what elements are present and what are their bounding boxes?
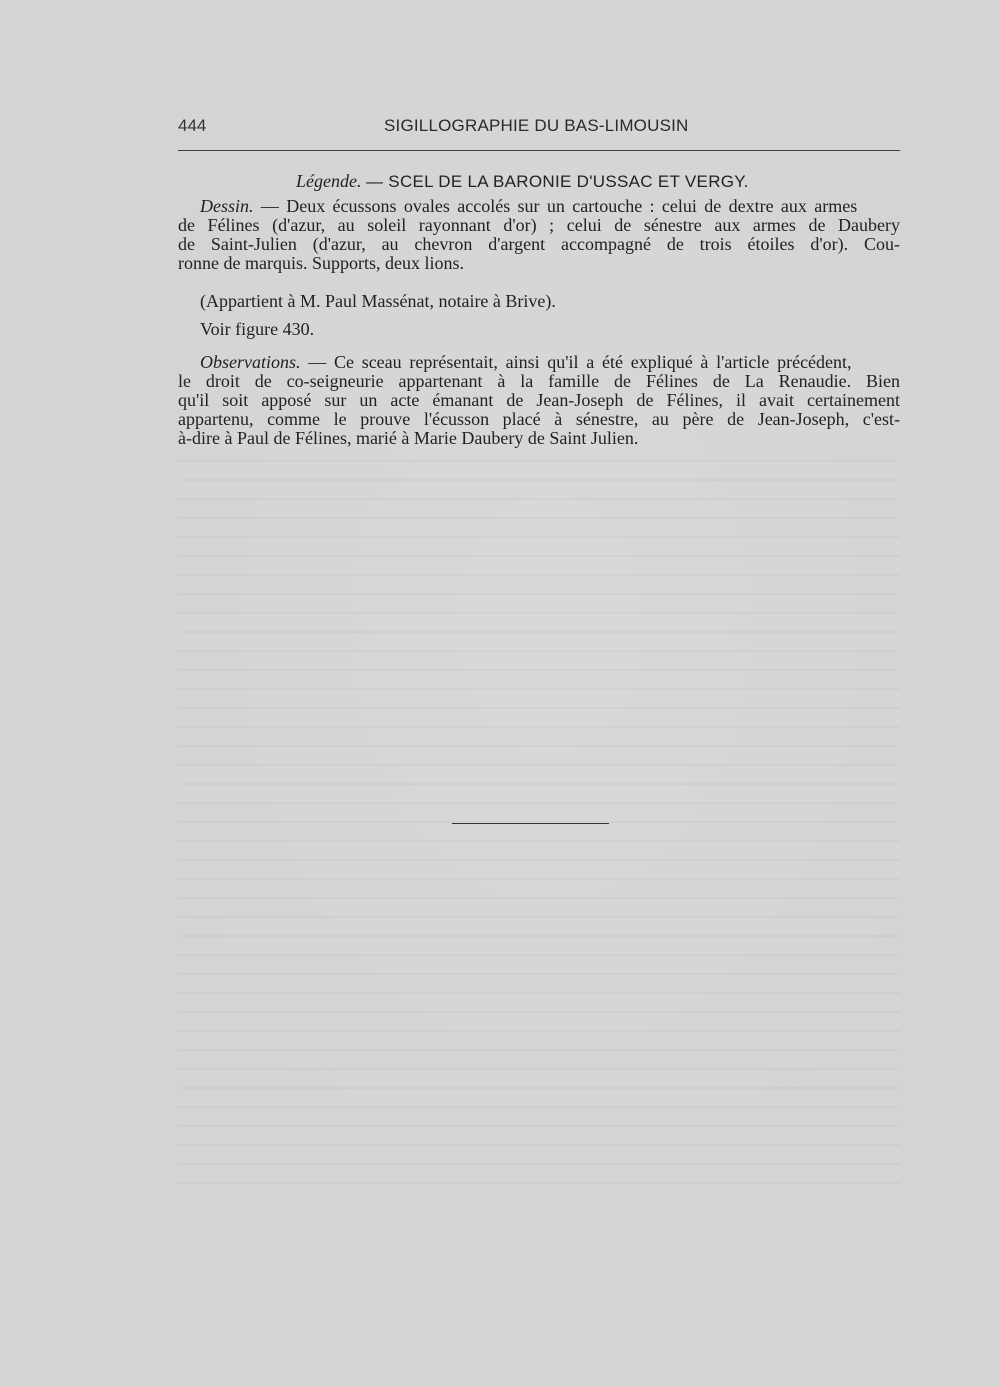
- legend-text: — SCEL DE LA BARONIE D'USSAC ET VERGY.: [365, 172, 749, 191]
- legend-line: [296, 171, 749, 192]
- legend-label: Légende.: [296, 171, 362, 191]
- dessin-label: Dessin.: [200, 196, 254, 216]
- observations-line: appartenu, comme le prouve l'écusson placé à sénestre, au père de Jean-Joseph, c'est-: [178, 409, 900, 429]
- page-number: 444: [178, 116, 207, 135]
- observations-line: à-dire à Paul de Félines, marié à Marie Daubery de Saint Julien.: [178, 428, 639, 448]
- running-title: SIGILLOGRAPHIE DU BAS-LIMOUSIN: [384, 116, 689, 135]
- observations-line: le droit de co-seigneurie appartenant à la famille de Félines de La Renaudie. Bien: [178, 371, 900, 391]
- dessin-line: ronne de marquis. Supports, deux lions.: [178, 253, 464, 273]
- section-end-rule: [452, 823, 609, 824]
- dessin-line: [178, 197, 900, 216]
- observations-line-text: — Ce sceau représentait, ainsi qu'il a été expliqué à l'article précédent,: [308, 352, 852, 372]
- appartient-text: (Appartient à M. Paul Massénat, notaire à Brive).: [200, 291, 556, 311]
- dessin-line: de Félines (d'azur, au soleil rayonnant d'or) ; celui de sénestre aux armes de Daubery: [178, 215, 900, 235]
- appartient-paragraph: [178, 292, 900, 311]
- observations-paragraph: [178, 353, 900, 448]
- observations-line: qu'il soit apposé sur un acte émanant de Jean-Joseph de Félines, il avait certainement: [178, 390, 900, 410]
- show-through-texture: [178, 460, 900, 1200]
- page-header: [178, 116, 900, 146]
- dessin-line-text: — Deux écussons ovales accolés sur un cartouche : celui de dextre aux armes: [260, 196, 858, 216]
- observations-line: [178, 353, 900, 372]
- header-rule: [178, 150, 900, 151]
- dessin-line: de Saint-Julien (d'azur, au chevron d'argent accompagné de trois étoiles d'or). Cou-: [178, 234, 900, 254]
- observations-label: Observations.: [200, 352, 301, 372]
- voir-text: Voir figure 430.: [200, 319, 315, 339]
- dessin-paragraph: [178, 197, 900, 273]
- voir-paragraph: [178, 320, 900, 339]
